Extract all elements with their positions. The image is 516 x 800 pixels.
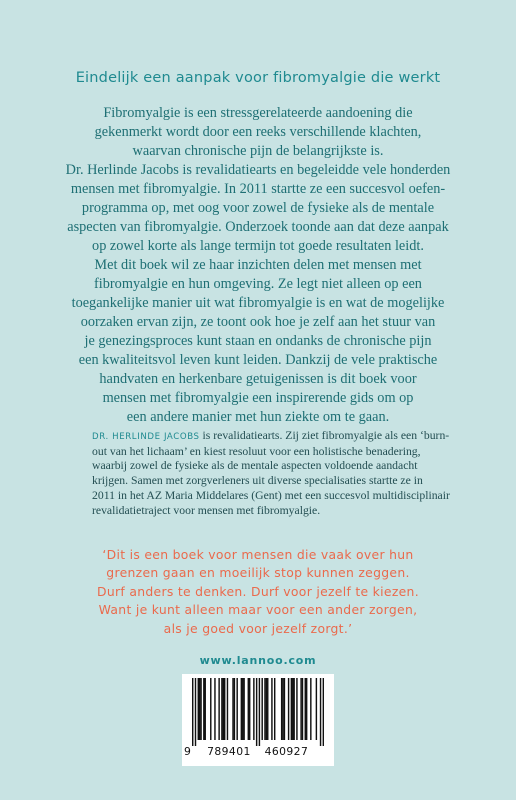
barcode-bar (256, 678, 257, 746)
barcode-bar (232, 678, 233, 740)
barcode-bar (271, 678, 272, 740)
barcode-bar (199, 678, 200, 740)
barcode-bar (248, 678, 249, 740)
intro-line: toegankelijke manier uit wat fibromyalgie is en wat de mogelijke (71, 295, 445, 311)
barcode-bar (323, 678, 324, 746)
barcode-bar (284, 678, 285, 740)
intro-line: fibromyalgie en hun omgeving. Ze legt niet alleen op een (94, 276, 422, 292)
barcode-bar (198, 678, 199, 740)
quote-line: grenzen gaan en moeilijk stop kunnen zeggen. (106, 565, 410, 581)
intro-line: programma op, met oog voor zowel de fysieke als de mentale (81, 200, 435, 216)
barcode-bar (195, 678, 196, 746)
barcode-bar (305, 678, 306, 740)
barcode-bar (300, 678, 301, 740)
intro-line: een kwaliteitsvol leven kunt leiden. Dankzij de vele praktische (78, 352, 438, 368)
barcode-bar (241, 678, 242, 740)
publisher-website: www.lannoo.com (199, 654, 317, 667)
intro-line: oorzaken ervan zijn, ze toont ook hoe je zelf aan het stuur van (80, 314, 436, 330)
quote-line: ‘Dit is een boek voor mensen die vaak over hun (102, 547, 414, 562)
barcode-bars (192, 678, 324, 746)
barcode-bar (267, 678, 268, 740)
barcode-group-2: 460927 (264, 745, 309, 758)
barcode-bar (291, 678, 292, 740)
barcode-bar (264, 678, 265, 740)
barcode-bar (234, 678, 235, 740)
barcode-bar (261, 678, 262, 740)
barcode-bar (242, 678, 243, 740)
barcode-bar (221, 678, 222, 740)
pull-quote (60, 546, 456, 638)
quote-line: als je goed voor jezelf zorgt.’ (163, 620, 353, 636)
intro-text (40, 104, 476, 427)
barcode-bar (302, 678, 303, 740)
barcode-bar (281, 678, 282, 740)
barcode-bar (282, 678, 283, 740)
barcode-bar (249, 678, 250, 740)
bio-line: waarbij zowel de fysieke als de mentale aspecten voldoende aandacht (92, 459, 418, 473)
barcode-bar (210, 678, 211, 740)
barcode-bar (218, 678, 219, 740)
intro-line: handvaten en herkenbare getuigenissen is dit boek voor (99, 371, 417, 387)
intro-line: Met dit boek wil ze haar inzichten delen met mensen met (94, 257, 422, 273)
barcode-bar (224, 678, 225, 740)
barcode-bar (200, 678, 201, 740)
intro-line: je genezingsproces kunt staan en ondanks de chronische pijn (84, 333, 432, 349)
intro-line: gekenmerkt wordt door een reeks verschillende klachten, (94, 124, 422, 140)
barcode-bar (236, 678, 237, 740)
author-bio (92, 429, 454, 518)
quote-line: Durf anders te denken. Durf voor jezelf te kiezen. (97, 583, 419, 599)
bio-line: out van het lichaam’ en kiest resoluut voor een holistische benadering, (92, 444, 421, 458)
intro-line: Dr. Herlinde Jacobs is revalidatiearts en begeleidde vele honderden (65, 162, 451, 178)
intro-line: mensen met fibromyalgie. In 2011 startte ze een succesvol oefen- (70, 181, 446, 197)
barcode-bar (288, 678, 289, 740)
intro-line: mensen met fibromyalgie een inspirerende gids om op (102, 390, 414, 406)
barcode-bar (243, 678, 244, 740)
barcode-bar (293, 678, 294, 740)
bio-line (92, 429, 454, 445)
barcode-bar (274, 678, 275, 740)
barcode-bar (266, 678, 267, 740)
barcode-bar (203, 678, 204, 740)
author-name: DR. HERLINDE JACOBS (92, 432, 200, 442)
bio-line: revalidatietraject voor mensen met fibromyalgie. (92, 503, 321, 517)
barcode-bar (306, 678, 307, 740)
barcode-prefix: 9 (184, 745, 192, 758)
barcode-bar (259, 678, 260, 746)
barcode-bar (227, 678, 228, 740)
back-cover-headline: Eindelijk een aanpak voor fibromyalgie die werkt (75, 70, 441, 86)
bio-line: krijgen. Samen met zorgverleners uit diverse specialisaties startte ze in (92, 474, 423, 488)
intro-line: waarvan chronische pijn de belangrijkste is. (132, 143, 384, 159)
barcode-bar (292, 678, 293, 740)
barcode-digits (184, 745, 332, 758)
intro-line: Fibromyalgie is een stressgerelateerde aandoening die (103, 105, 413, 121)
barcode-bar (223, 678, 224, 740)
barcode-bar (296, 678, 297, 740)
barcode-bar (310, 678, 311, 740)
intro-line: een andere manier met hun ziekte om te gaan. (126, 409, 390, 425)
barcode-bar (214, 678, 215, 740)
barcode-bar (192, 678, 193, 746)
barcode-group-1: 789401 (207, 745, 251, 758)
barcode-bar (320, 678, 321, 746)
isbn-barcode (182, 674, 334, 766)
barcode-bar (205, 678, 206, 740)
barcode-bar (253, 678, 254, 740)
intro-line: op zowel korte als lange termijn tot goede resultaten leidt. (92, 238, 424, 254)
bio-line-rest: is revalidatiearts. Zij ziet fibromyalgie als een ‘burn- (199, 429, 450, 442)
barcode-bar (316, 678, 317, 740)
quote-line: Want je kunt alleen maar voor een ander zorgen, (98, 602, 418, 618)
intro-line: aspecten van fibromyalgie. Onderzoek toonde aan dat deze aanpak (67, 219, 449, 235)
bio-line: 2011 in het AZ Maria Middelares (Gent) met een succesvol multidisciplinair (92, 488, 450, 502)
